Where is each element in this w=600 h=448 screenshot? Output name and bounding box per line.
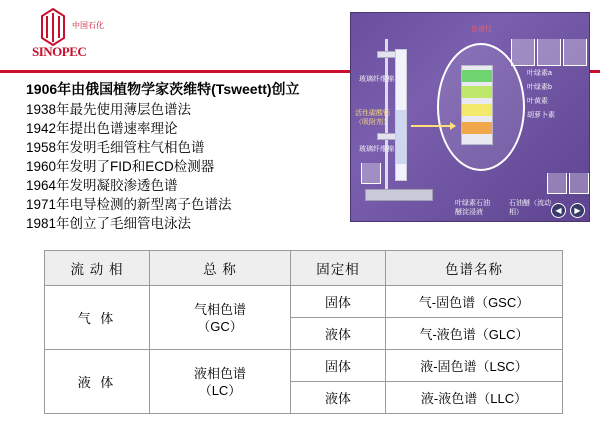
timeline-line: 1906年由俄国植物学家茨维特(Tsweett)创立 [26,81,300,97]
classification-table [44,250,558,414]
header-stationary-phase: 固定相 [291,251,386,286]
timeline-line: 1942年提出色谱速率理论 [26,121,178,136]
band-chlorophyll-a [462,70,492,82]
header-chromatography-name: 色谱名称 [386,251,563,286]
cell-stationary-solid: 固体 [291,350,386,382]
band-xanthophyll [462,104,492,116]
header-general-name: 总 称 [150,251,291,286]
timeline-line: 1960年发明了FID和ECD检测器 [26,159,215,174]
timeline-line: 1971年电导检测的新型离子色谱法 [26,197,232,212]
label-glass-wool-lower: 玻璃纤维棉 [359,146,394,153]
label-chlorophyll-b: 叶绿素b [527,84,552,91]
flow-arrow [411,125,455,127]
band-chlorophyll-b [462,86,492,98]
cell-general-name-gc [150,286,291,350]
label-adsorbent: 活性碳酸钙（吸附剂） [355,110,390,126]
sinopec-logo [30,8,120,64]
label-extract: 叶绿素石油醚淀浸液 [455,200,490,216]
label-petroleum-ether: 石油醚（流动相） [509,200,551,216]
timeline-line: 1964年发明凝胶渗透色谱 [26,178,178,193]
table-row [45,286,563,318]
history-timeline [26,80,346,233]
logo-brand-text: SINOPEC [32,44,87,59]
timeline-line: 1958年发明毛细管柱气相色谱 [26,140,205,155]
label-chlorophyll-a: 叶绿素a [527,70,552,77]
chromatography-diagram [350,12,590,222]
magnified-column [461,65,493,145]
cell-name-gsc: 气-固色谱（GSC） [386,286,563,318]
column-packing [396,110,406,164]
label-glass-wool-upper: 玻璃纤维棉 [359,76,394,83]
table-header-row [45,251,563,286]
logo-chinese-text: 中国石化 [72,21,104,30]
cell-mobile-phase-liquid: 液 体 [45,350,150,414]
cell-mobile-phase-gas: 气 体 [45,286,150,350]
lc-name-line1: 液相色谱 [193,365,246,381]
table-row [45,350,563,382]
beaker [511,39,535,66]
gc-name-line1: 气相色谱 [193,301,246,317]
label-carotene: 胡萝卜素 [527,112,555,119]
band-carotene [462,122,492,134]
beaker [547,173,567,194]
cell-name-lsc: 液-固色谱（LSC） [386,350,563,382]
label-column: 色谱柱 [471,26,492,33]
sinopec-logo-icon [36,8,70,46]
beaker [563,39,587,66]
cell-name-llc: 液-液色谱（LLC） [386,382,563,414]
prev-button[interactable]: ◀ [551,203,566,218]
beaker [361,163,381,184]
cell-stationary-liquid: 液体 [291,382,386,414]
lc-name-line2: （LC） [198,382,242,398]
timeline-line: 1938年最先使用薄层色谱法 [26,102,192,117]
cell-stationary-solid: 固体 [291,286,386,318]
stand-base [365,189,433,201]
beaker [537,39,561,66]
figure-nav[interactable] [551,203,585,218]
label-xanthophyll: 叶黄素 [527,98,548,105]
next-button[interactable]: ▶ [570,203,585,218]
gc-name-line2: （GC） [197,318,243,334]
cell-stationary-liquid: 液体 [291,318,386,350]
cell-general-name-lc [150,350,291,414]
cell-name-glc: 气-液色谱（GLC） [386,318,563,350]
beaker [569,173,589,194]
header-mobile-phase: 流 动 相 [45,251,150,286]
timeline-line: 1981年创立了毛细管电泳法 [26,216,192,231]
